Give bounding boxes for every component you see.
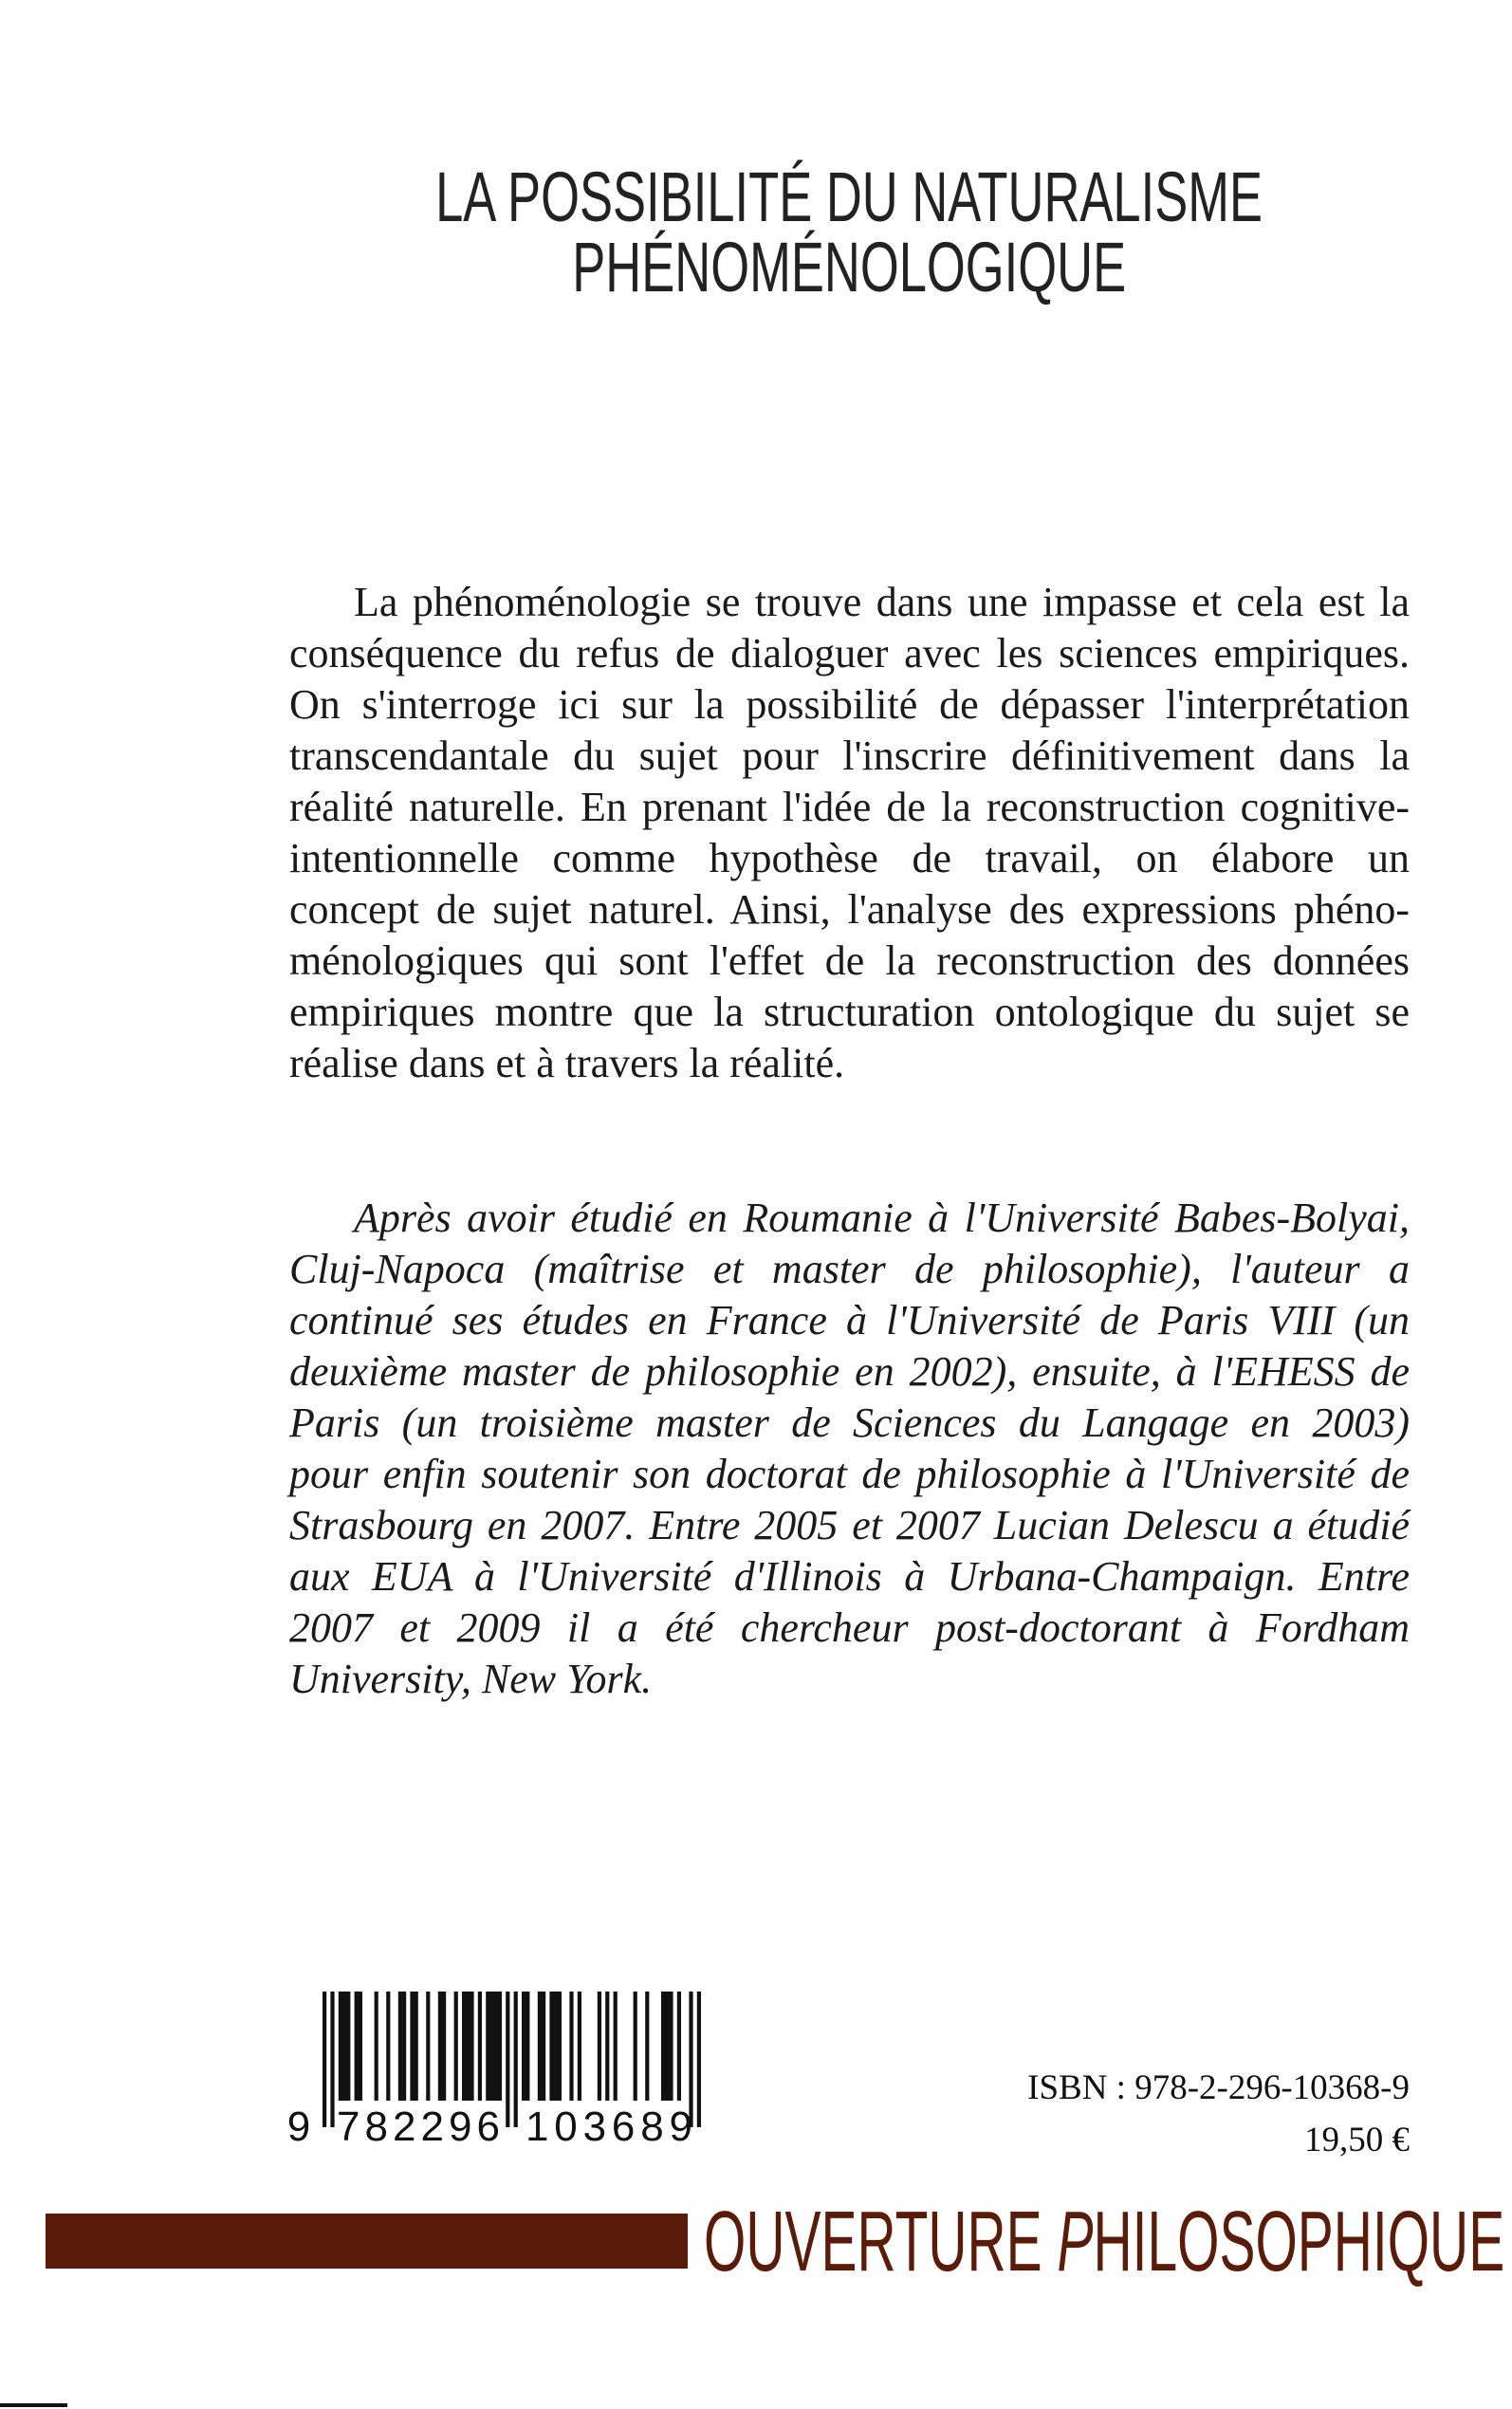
price: 19,50 €	[1304, 2121, 1410, 2159]
barcode-bar	[661, 1992, 673, 2101]
summary-line: La phénoménologie se trouve dans une impasse et cela est la	[354, 579, 1410, 625]
summary-line: On s'interroge ici sur la possibilité de dépasser l'interprétation	[289, 681, 1410, 728]
book-title-line-1: LA POSSIBILITÉ DU NATURALISME	[435, 158, 1263, 236]
series-color-band	[46, 2214, 688, 2269]
summary-line: réalité naturelle. En prenant l'idée de la reconstruction cognitive-	[289, 784, 1410, 830]
series-name-text	[704, 2199, 1505, 2289]
barcode-bar	[410, 1992, 417, 2101]
summary-line: transcendantale du sujet pour l'inscrire définitivement dans la	[289, 732, 1410, 779]
author-bio-line: Strasbourg en 2007. Entre 2005 et 2007 Lucian Delescu a étudié	[289, 1502, 1410, 1548]
series-name-word-2: PHILOSOPHIQUE	[1057, 2199, 1505, 2289]
barcode-right-digits: 103689	[526, 2103, 692, 2149]
author-bio-line: Paris (un troisième master de Sciences du Langage en 2003)	[289, 1399, 1410, 1446]
book-title-line-2-row	[190, 228, 1509, 306]
barcode-bar	[339, 1992, 351, 2101]
barcode-bar	[386, 1992, 390, 2101]
book-title	[190, 158, 1509, 306]
barcode-bar	[598, 1992, 601, 2101]
barcode-bar	[398, 1992, 406, 2101]
author-bio-line: continué ses études en France à l'Université de Paris VIII (un	[289, 1297, 1410, 1343]
barcode-guard-bar	[514, 1992, 518, 2127]
crop-mark	[0, 2403, 67, 2407]
author-bio-line: aux EUA à l'Université d'Illinois à Urbana-Champaign. Entre	[289, 1553, 1410, 1600]
book-title-line-2: PHÉNOMÉNOLOGIQUE	[572, 228, 1127, 306]
barcode-bar	[426, 1992, 430, 2101]
barcode-guard-bar	[330, 1992, 334, 2127]
isbn-number: ISBN : 978-2-296-10368-9	[1027, 2068, 1410, 2107]
barcode-bar	[375, 1992, 378, 2101]
summary-line: conséquence du refus de dialoguer avec les sciences empiriques.	[289, 630, 1410, 676]
barcode-bar	[522, 1992, 529, 2101]
barcode-guard-bar	[506, 1992, 509, 2127]
barcode-bar	[634, 1992, 637, 2101]
author-bio-line: University, New York.	[289, 1656, 653, 1702]
barcode-bar	[614, 1992, 618, 2101]
barcode-bar	[677, 1992, 681, 2101]
barcode-first-digit: 9	[286, 2103, 311, 2149]
barcode-bar	[569, 1992, 573, 2101]
barcode-bar	[454, 1992, 458, 2101]
summary-line: empiriques montre que la structuration ontologique du sujet se	[289, 989, 1410, 1035]
barcode-bar	[538, 1992, 545, 2101]
author-bio-line: deuxième master de philosophie en 2002), ensuite, à l'EHESS de	[289, 1348, 1410, 1395]
author-bio-paragraph	[289, 1193, 1410, 1705]
series-name-word-1: OUVERTURE	[704, 2199, 1042, 2289]
author-bio-line: pour enfin soutenir son doctorat de philosophie à l'Université de	[289, 1451, 1410, 1497]
barcode-bar	[605, 1992, 609, 2101]
barcode-bar	[462, 1992, 474, 2101]
barcode-bar	[549, 1992, 562, 2101]
summary-paragraph	[289, 577, 1410, 1089]
book-title-line-1-row	[190, 158, 1509, 236]
summary-line: ménologiques qui sont l'effet de la reconstruction des données	[289, 937, 1410, 984]
summary-line: intentionnelle comme hypothèse de travail, on élabore un	[289, 835, 1410, 881]
isbn-barcode	[285, 1988, 711, 2149]
author-bio-line: Après avoir étudié en Roumanie à l'Université Babes-Bolyai,	[354, 1195, 1410, 1241]
barcode-bar	[645, 1992, 649, 2101]
barcode-bar	[438, 1992, 446, 2101]
summary-line: concept de sujet naturel. Ainsi, l'analyse des expressions phéno-	[289, 886, 1410, 933]
barcode-bar	[478, 1992, 482, 2101]
barcode-guard-bar	[323, 1992, 326, 2127]
barcode-bar	[578, 1992, 581, 2101]
barcode-guard-bar	[697, 1992, 701, 2127]
barcode-bar	[355, 1992, 362, 2101]
barcode-bar	[486, 1992, 502, 2101]
series-name	[704, 2199, 1510, 2294]
author-bio-line: 2007 et 2009 il a été chercheur post-doctorant à Fordham	[289, 1604, 1410, 1651]
author-bio-line: Cluj-Napoca (maîtrise et master de philosophie), l'auteur a	[289, 1246, 1410, 1292]
summary-line: réalise dans et à travers la réalité.	[289, 1040, 845, 1086]
barcode-left-digits: 782296	[337, 2103, 500, 2149]
